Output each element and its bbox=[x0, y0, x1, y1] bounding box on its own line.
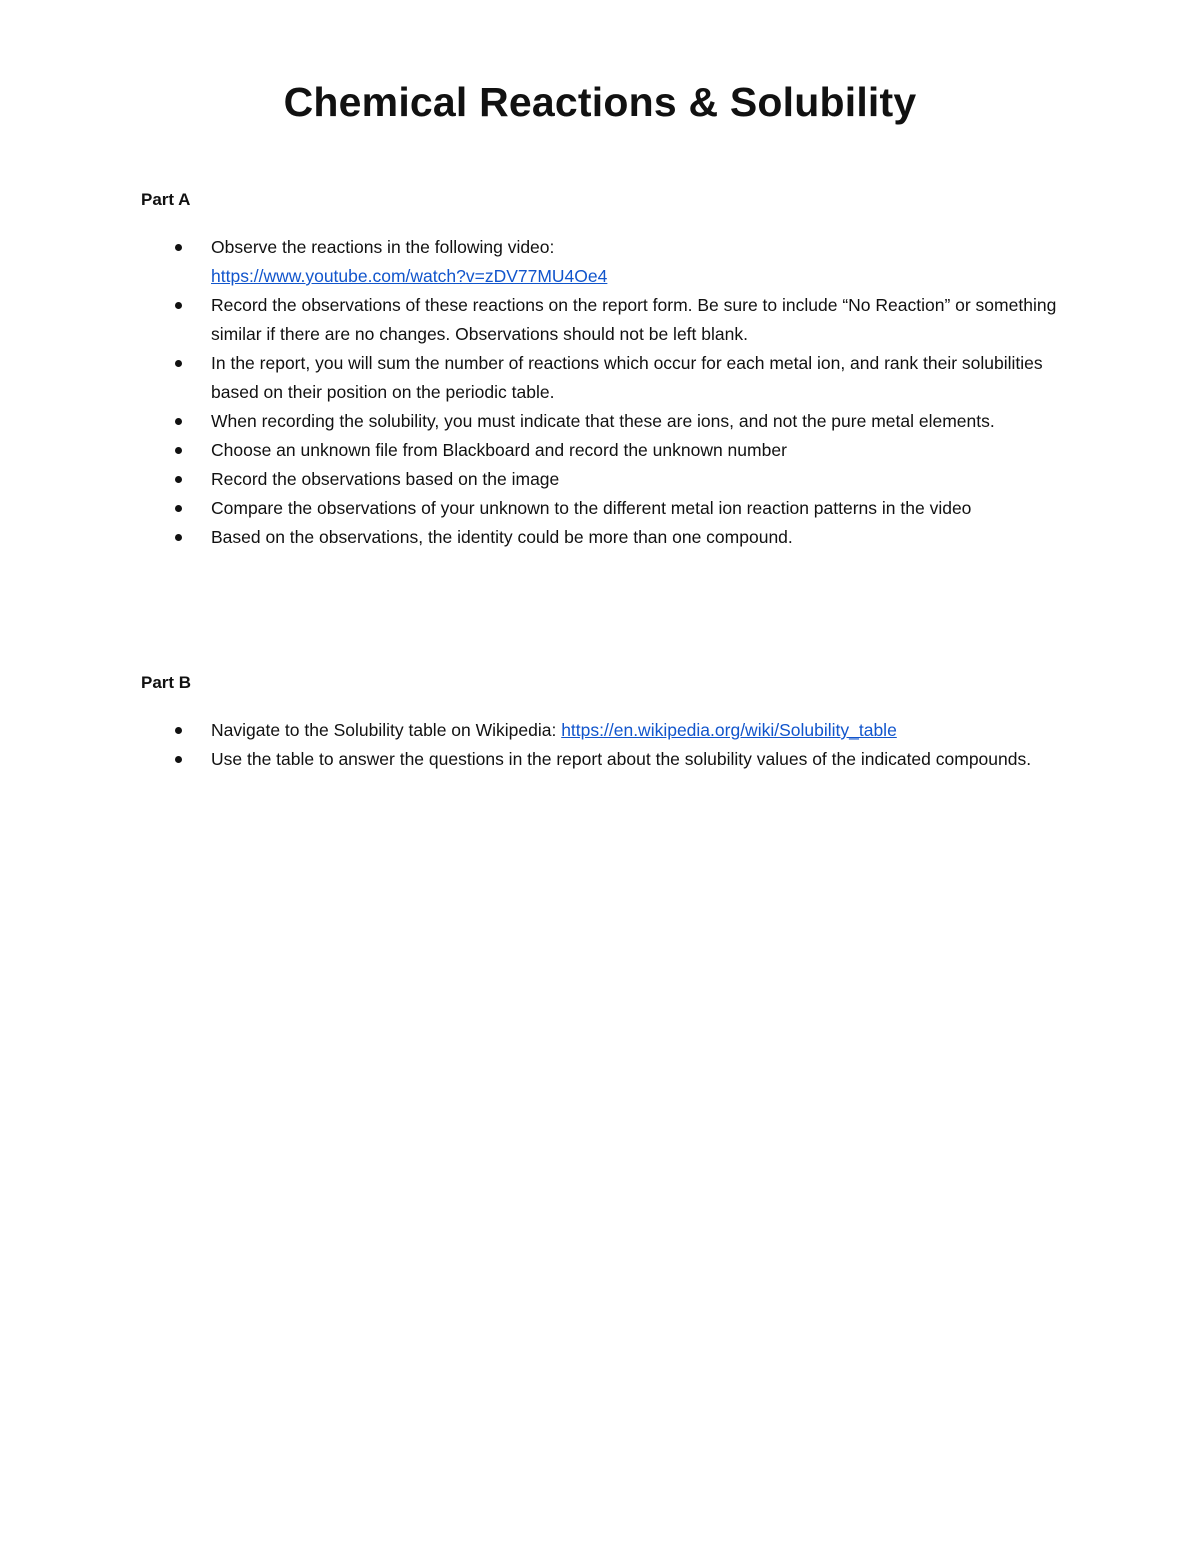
bullet-icon bbox=[175, 418, 182, 425]
list-item bbox=[0, 465, 1061, 494]
bullet-icon bbox=[175, 756, 182, 763]
list-item-text: Choose an unknown file from Blackboard and record the unknown number bbox=[211, 440, 787, 460]
wikipedia-solubility-table-link[interactable]: https://en.wikipedia.org/wiki/Solubility_table bbox=[561, 720, 897, 740]
section-heading-part-a: Part A bbox=[141, 190, 191, 209]
section-heading-part-b: Part B bbox=[141, 673, 192, 692]
list-item-text: When recording the solubility, you must indicate that these are ions, and not the pure metal elements. bbox=[211, 411, 995, 431]
list-item bbox=[0, 233, 1061, 291]
list-item-text: Record the observations of these reactions on the report form. Be sure to include “No Reaction” or something similar if there are no changes. Observations should not be left blank. bbox=[211, 295, 1057, 344]
list-item bbox=[0, 436, 1061, 465]
list-item bbox=[0, 349, 1061, 407]
list-item bbox=[0, 523, 1061, 552]
bullet-icon bbox=[175, 244, 182, 251]
list-item-text: Record the observations based on the image bbox=[211, 469, 560, 489]
list-item bbox=[0, 291, 1061, 349]
list-item-text: In the report, you will sum the number of reactions which occur for each metal ion, and rank their solubilities based on their position on the periodic table. bbox=[211, 353, 1043, 402]
list-item-text: Based on the observations, the identity could be more than one compound. bbox=[211, 527, 793, 547]
list-item bbox=[0, 494, 1061, 523]
list-item bbox=[0, 407, 1061, 436]
list-item-text: Observe the reactions in the following video: bbox=[211, 237, 555, 257]
bullet-icon bbox=[175, 476, 182, 483]
bullet-icon bbox=[175, 302, 182, 309]
list-item-text: Use the table to answer the questions in the report about the solubility values of the indicated compounds. bbox=[211, 749, 1032, 769]
bullet-icon bbox=[175, 447, 182, 454]
part-a-list bbox=[0, 233, 1200, 552]
list-item-text: Navigate to the Solubility table on Wikipedia: bbox=[211, 720, 562, 740]
youtube-video-link[interactable]: https://www.youtube.com/watch?v=zDV77MU4Oe4 bbox=[211, 266, 608, 286]
bullet-icon bbox=[175, 360, 182, 367]
list-item bbox=[0, 716, 1061, 745]
part-b-list bbox=[0, 716, 1200, 774]
bullet-icon bbox=[175, 505, 182, 512]
bullet-icon bbox=[175, 534, 182, 541]
document-title: Chemical Reactions & Solubility bbox=[283, 79, 917, 125]
list-item bbox=[0, 745, 1061, 774]
list-item-text: Compare the observations of your unknown to the different metal ion reaction patterns in the video bbox=[211, 498, 972, 518]
bullet-icon bbox=[175, 727, 182, 734]
